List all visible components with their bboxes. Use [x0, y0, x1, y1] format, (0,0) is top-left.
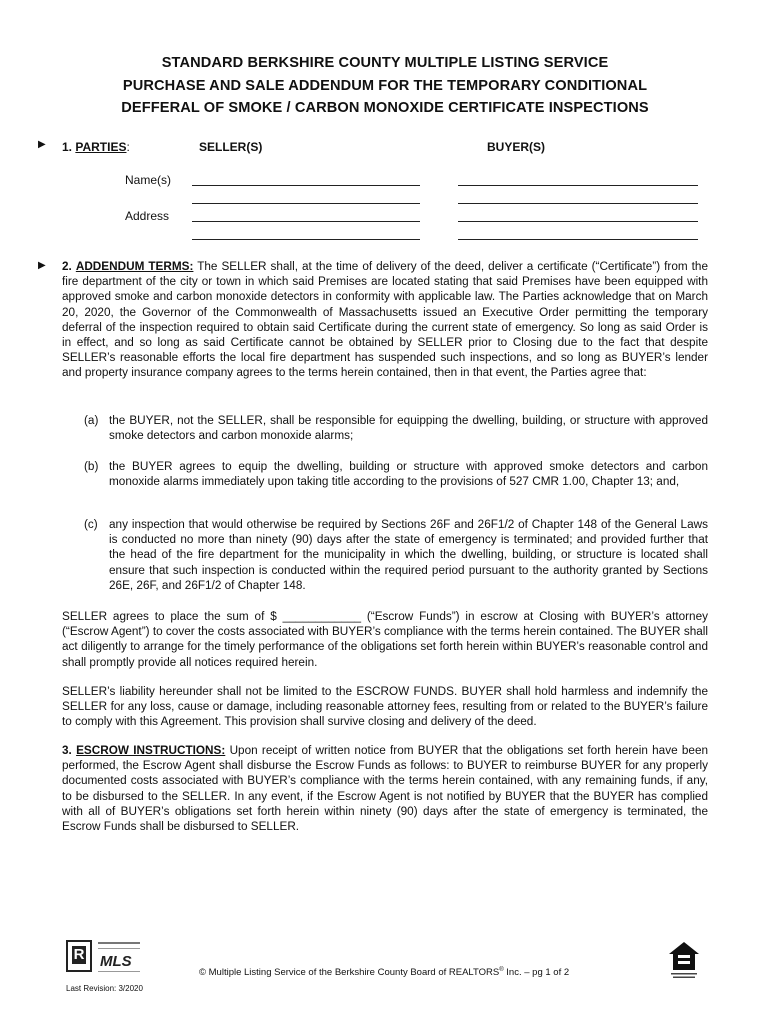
last-revision: Last Revision: 3/2020	[66, 984, 143, 993]
addendum-number: 2.	[62, 260, 72, 273]
buyer-name-line-2[interactable]	[458, 203, 698, 204]
title-line-2: PURCHASE AND SALE ADDENDUM FOR THE TEMPORARY CONDITIONAL	[122, 77, 648, 94]
page-indicator: Inc. – pg 1 of 2	[503, 967, 570, 979]
addendum-item-a	[84, 413, 708, 443]
item-label: (b)	[84, 460, 99, 473]
realtor-letter: R	[73, 946, 85, 963]
item-text: the BUYER, not the SELLER, shall be responsible for equipping the dwelling, building, or structure with approved smoke detectors and carbon monoxide alarms;	[109, 414, 708, 443]
buyer-name-line-1[interactable]	[458, 185, 698, 186]
addendum-text: The SELLER shall, at the time of delivery of the deed, deliver a certificate (“Certificate”) from the fire department of the city or town in which said Premises are located stating that said Premises have been equipped with approved smoke and carbon monoxide detectors in conformity with applicable law. The Parties acknowledge that on March 20, 2020, the Governor of the Commonwealth of Massachusetts issued an Executive Order permitting the temporary deferral of the inspection required to obtain said Certificate during the current state of emergency. So long as said Order is in effect, and so long as said Certificate cannot be obtained by SELLER prior to Closing due to the fact that despite SELLER’s reasonable efforts the local fire department has suspended such inspections, and so long as BUYER’s lender and property insurance company agrees to the terms herein contained, then in that event, the Parties agree that:	[62, 260, 708, 380]
addendum-item-b	[84, 459, 708, 489]
copyright-text: © Multiple Listing Service of the Berkshire County Board of REALTORS	[199, 967, 500, 979]
addendum-terms-paragraph	[62, 259, 708, 381]
escrow-instructions-paragraph	[62, 743, 708, 834]
seller-column-heading: SELLER(S)	[199, 140, 263, 154]
escrow-number: 3.	[62, 744, 72, 757]
realtor-r-icon	[66, 940, 92, 972]
item-text: any inspection that would otherwise be required by Sections 26F and 26F1/2 of Chapter 148 of the General Laws is conducted no more than ninety (90) days after the state of emergency is terminated; and provided further that the head of the fire department for the municipality in which the dwelling, building, or structure is located shall ensure that such inspection is conducted within the required period pursuant to the authority granted by Sections 26E, 26F, and 26F1/2 of Chapter 148.	[109, 518, 708, 592]
parties-colon: :	[126, 140, 130, 154]
liability-paragraph: SELLER’s liability hereunder shall not be limited to the ESCROW FUNDS. BUYER shall hold harmless and indemnify the SELLER for any loss, cause or damage, including reasonable attorney fees, resulting from or related to the BUYER’s failure to comply with this Agreement. This provision shall survive closing and delivery of the deed.	[62, 685, 708, 729]
buyer-address-line-2[interactable]	[458, 239, 698, 240]
realtor-mls-logo	[66, 940, 140, 976]
escrow-label: ESCROW INSTRUCTIONS:	[76, 744, 226, 757]
parties-label: PARTIES	[75, 140, 127, 154]
escrow-text: Upon receipt of written notice from BUYER that the obligations set forth herein have been performed, the Escrow Agent shall disburse the Escrow Funds as follows: to BUYER to reimburse BUYER for any properly documented costs associated with BUYER’s compliance with the terms herein contained, with any remaining funds, if any, to be disbursed to the SELLER. In any event, if the Escrow Agent is not notified by BUYER that the BUYER has complied with all of BUYER’s obligations set forth herein within ninety (90) days after the state of emergency is terminated, the Escrow Funds shall be disbursed to SELLER.	[62, 744, 709, 834]
parties-number: 1.	[62, 140, 73, 154]
item-label: (c)	[84, 518, 98, 531]
copyright-line	[199, 965, 569, 978]
seller-address-line-2[interactable]	[192, 239, 420, 240]
addendum-item-c	[84, 517, 708, 593]
seller-address-line-1[interactable]	[192, 221, 420, 222]
equal-housing-house-icon	[667, 940, 701, 980]
equal-housing-icon	[667, 940, 701, 980]
title-line-3: DEFFERAL OF SMOKE / CARBON MONOXIDE CERTIFICATE INSPECTIONS	[121, 100, 649, 116]
title-line-1: STANDARD BERKSHIRE COUNTY MULTIPLE LISTING SERVICE	[161, 55, 609, 71]
names-label: Name(s)	[125, 173, 172, 187]
seller-name-line-1[interactable]	[192, 185, 420, 186]
address-label: Address	[125, 209, 170, 223]
buyer-address-line-1[interactable]	[458, 221, 698, 222]
parties-heading	[62, 140, 130, 155]
item-label: (a)	[84, 414, 99, 427]
section-marker-arrow-icon: ▶	[38, 260, 46, 271]
mls-wordmark: MLS	[100, 953, 132, 970]
seller-name-line-2[interactable]	[192, 203, 420, 204]
section-marker-arrow-icon: ▶	[38, 139, 46, 150]
document-title	[40, 52, 730, 120]
registered-mark: ®	[499, 967, 504, 973]
buyer-column-heading: BUYER(S)	[487, 140, 546, 154]
addendum-label: ADDENDUM TERMS:	[75, 260, 194, 273]
item-text: the BUYER agrees to equip the dwelling, building or structure with approved smoke detectors and carbon monoxide alarms immediately upon taking title according to the provisions of 527 CMR 1.00, Chapter 13; and,	[109, 460, 708, 489]
escrow-funds-paragraph: SELLER agrees to place the sum of $ ____________ (“Escrow Funds”) in escrow at Closing with BUYER’s attorney (“Escrow Agent”) to cover the costs associated with BUYER’s compliance with the terms herein contained. The BUYER shall act diligently to arrange for the timely performance of the obligations set forth herein within BUYER’s reasonable control and shall promptly provide all notices required herein.	[62, 610, 708, 669]
